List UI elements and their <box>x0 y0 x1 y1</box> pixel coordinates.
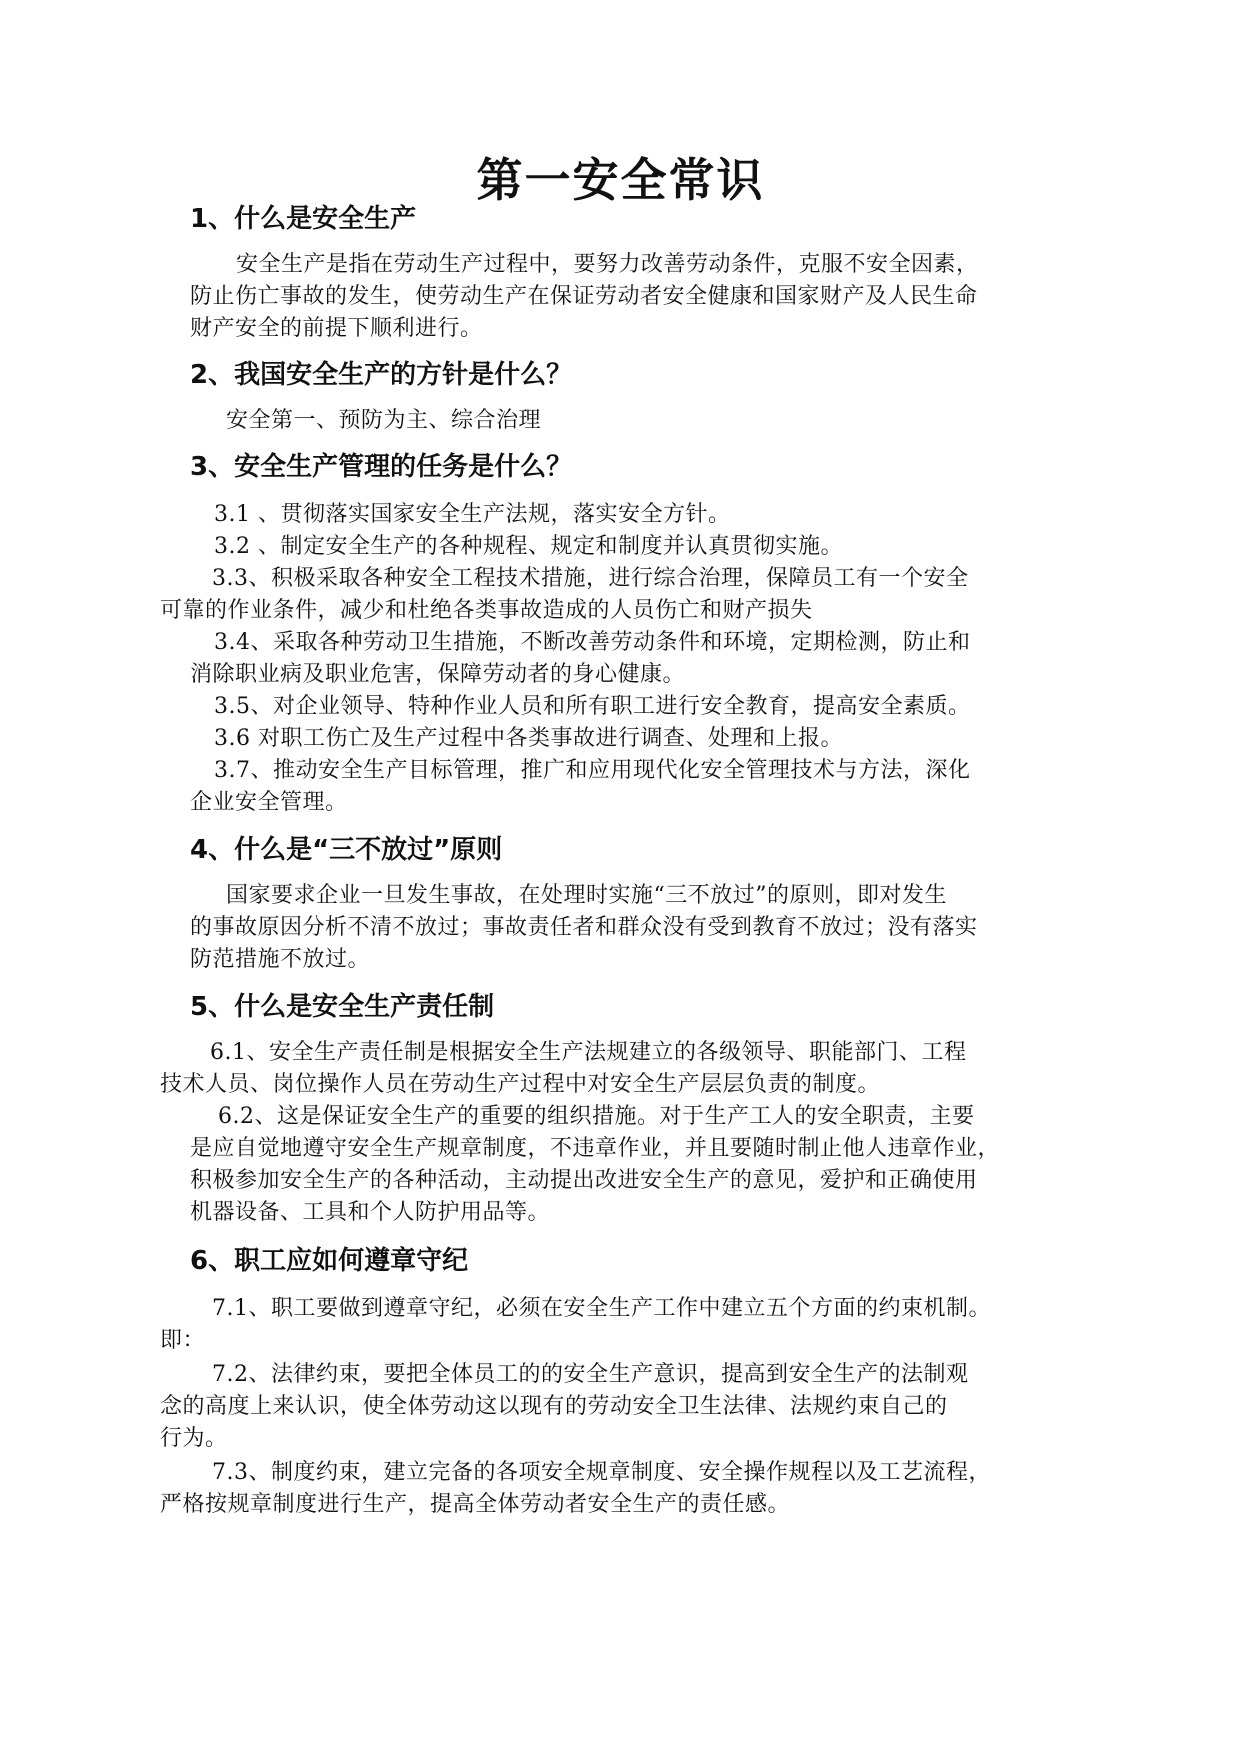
paragraph-line: 6.2、这是保证安全生产的重要的组织措施。对于生产工人的安全职责，主要 <box>218 1104 975 1129</box>
paragraph-line: 是应自觉地遵守安全生产规章制度，不违章作业，并且要随时制止他人违章作业， <box>190 1136 1001 1161</box>
section-heading: 4、什么是“三不放过”原则 <box>190 835 503 865</box>
paragraph-line: 可靠的作业条件，减少和杜绝各类事故造成的人员伤亡和财产损失 <box>160 598 813 623</box>
paragraph-line: 企业安全管理。 <box>190 790 348 815</box>
section-heading: 5、什么是安全生产责任制 <box>190 992 495 1022</box>
paragraph-line: 念的高度上来认识，使全体劳动这以现有的劳动安全卫生法律、法规约束自己的 <box>160 1394 948 1419</box>
section-heading: 3、安全生产管理的任务是什么？ <box>190 452 573 482</box>
paragraph-line: 6.1、安全生产责任制是根据安全生产法规建立的各级领导、职能部门、工程 <box>210 1040 967 1065</box>
paragraph-line: 消除职业病及职业危害，保障劳动者的身心健康。 <box>190 662 686 687</box>
paragraph-line: 3.7、推动安全生产目标管理，推广和应用现代化安全管理技术与方法，深化 <box>214 758 971 783</box>
paragraph-line: 3.6 对职工伤亡及生产过程中各类事故进行调查、处理和上报。 <box>214 726 843 751</box>
paragraph-line: 7.1、职工要做到遵章守纪，必须在安全生产工作中建立五个方面的约束机制。 <box>212 1296 991 1321</box>
paragraph-line: 严格按规章制度进行生产，提高全体劳动者安全生产的责任感。 <box>160 1492 791 1517</box>
paragraph-line: 3.5、对企业领导、特种作业人员和所有职工进行安全教育，提高安全素质。 <box>214 694 971 719</box>
paragraph-line: 安全第一、预防为主、综合治理 <box>226 408 542 433</box>
document-title: 第一安全常识 <box>476 153 765 207</box>
paragraph-line: 机器设备、工具和个人防护用品等。 <box>190 1200 551 1225</box>
paragraph-line: 防范措施不放过。 <box>190 947 371 972</box>
paragraph-line: 防止伤亡事故的发生，使劳动生产在保证劳动者安全健康和国家财产及人民生命 <box>190 284 978 309</box>
paragraph-line: 即： <box>160 1328 206 1353</box>
paragraph-line: 3.1 、贯彻落实国家安全生产法规，落实安全方针。 <box>214 502 731 527</box>
paragraph-line: 积极参加安全生产的各种活动，主动提出改进安全生产的意见，爱护和正确使用 <box>190 1168 978 1193</box>
paragraph-line: 3.3、积极采取各种安全工程技术措施，进行综合治理，保障员工有一个安全 <box>212 566 969 591</box>
paragraph-line: 财产安全的前提下顺利进行。 <box>190 316 483 341</box>
paragraph-line: 7.3、制度约束，建立完备的各项安全规章制度、安全操作规程以及工艺流程， <box>212 1460 991 1485</box>
paragraph-line: 安全生产是指在劳动生产过程中，要努力改善劳动条件，克服不安全因素， <box>236 252 979 277</box>
paragraph-line: 的事故原因分析不清不放过；事故责任者和群众没有受到教育不放过；没有落实 <box>190 915 978 940</box>
section-heading: 6、职工应如何遵章守纪 <box>190 1246 469 1276</box>
section-heading: 1、什么是安全生产 <box>190 204 417 234</box>
paragraph-line: 3.2 、制定安全生产的各种规程、规定和制度并认真贯彻实施。 <box>214 534 843 559</box>
paragraph-line: 国家要求企业一旦发生事故，在处理时实施“三不放过”的原则，即对发生 <box>226 883 947 908</box>
paragraph-line: 3.4、采取各种劳动卫生措施，不断改善劳动条件和环境，定期检测，防止和 <box>214 630 971 655</box>
section-heading: 2、我国安全生产的方针是什么？ <box>190 360 573 390</box>
paragraph-line: 技术人员、岗位操作人员在劳动生产过程中对安全生产层层负责的制度。 <box>160 1072 881 1097</box>
paragraph-line: 7.2、法律约束，要把全体员工的的安全生产意识，提高到安全生产的法制观 <box>212 1362 969 1387</box>
paragraph-line: 行为。 <box>160 1426 228 1451</box>
